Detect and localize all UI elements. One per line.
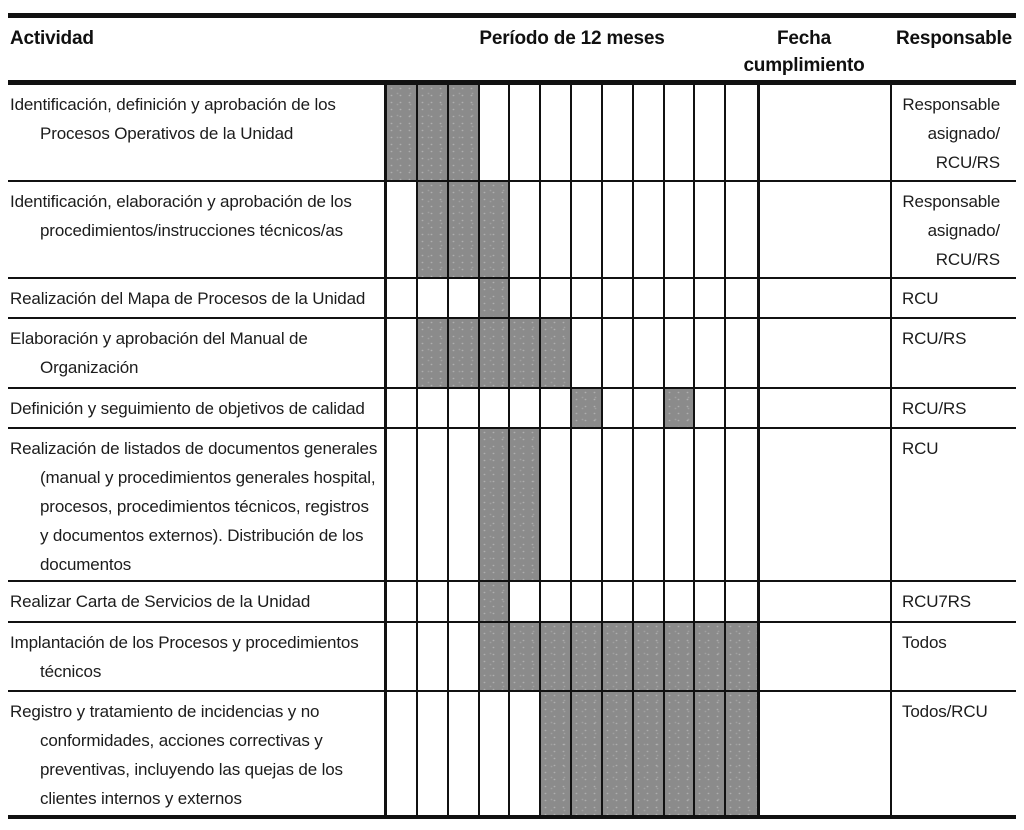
activity-cell: Definición y seguimiento de objetivos de calidad <box>10 399 365 418</box>
month-cell <box>572 279 603 317</box>
table-row <box>8 277 1016 317</box>
gantt-bar-cell <box>665 623 696 690</box>
gantt-bar-cell <box>387 85 418 180</box>
gantt-bar-cell <box>572 623 603 690</box>
month-cell <box>449 279 480 317</box>
month-cell <box>387 623 418 690</box>
month-cell <box>572 582 603 621</box>
month-cell <box>510 85 541 180</box>
month-cell <box>418 279 449 317</box>
responsable-cell: RCU7RS <box>902 592 972 611</box>
gantt-bar-cell <box>572 692 603 815</box>
month-cell <box>634 582 665 621</box>
month-cell <box>418 429 449 580</box>
gantt-schedule-table <box>8 13 1016 819</box>
month-cell <box>510 279 541 317</box>
gantt-month-cells <box>384 182 760 277</box>
gantt-month-cells <box>384 429 760 580</box>
gantt-bar-cell <box>634 692 665 815</box>
month-cell <box>572 85 603 180</box>
responsable-cell: RCU <box>902 289 939 308</box>
month-cell <box>387 389 418 427</box>
gantt-bar-cell <box>603 692 634 815</box>
month-cell <box>726 429 757 580</box>
table-row <box>8 580 1016 621</box>
month-cell <box>726 85 757 180</box>
gantt-bar-cell <box>418 85 449 180</box>
month-cell <box>387 182 418 277</box>
month-cell <box>695 182 726 277</box>
month-cell <box>541 582 572 621</box>
month-cell <box>603 182 634 277</box>
month-cell <box>726 389 757 427</box>
gantt-month-cells <box>384 85 760 180</box>
month-cell <box>510 389 541 427</box>
gantt-bar-cell <box>449 182 480 277</box>
month-cell <box>541 429 572 580</box>
activity-cell: Realizar Carta de Servicios de la Unidad <box>10 592 311 611</box>
responsable-cell: RCU/RS <box>902 329 967 348</box>
gantt-month-cells <box>384 279 760 317</box>
fecha-cumplimiento-cell <box>760 429 892 580</box>
month-cell <box>726 182 757 277</box>
activity-cell: Realización de listados de documentos generales (manual y procedimientos generales hospital, procesos, procedimientos técnicos, registros y documentos externos). Distribución de los documentos <box>10 439 378 574</box>
month-cell <box>418 623 449 690</box>
month-cell <box>541 279 572 317</box>
table-bottom-border <box>8 815 1016 819</box>
month-cell <box>634 85 665 180</box>
gantt-bar-cell <box>541 319 572 387</box>
month-cell <box>449 623 480 690</box>
fecha-cumplimiento-cell <box>760 389 892 427</box>
month-cell <box>418 582 449 621</box>
gantt-bar-cell <box>665 692 696 815</box>
month-cell <box>726 279 757 317</box>
fecha-cumplimiento-cell <box>760 279 892 317</box>
table-header-row <box>8 18 1016 80</box>
gantt-month-cells <box>384 623 760 690</box>
month-cell <box>665 279 696 317</box>
month-cell <box>726 319 757 387</box>
fecha-cumplimiento-cell <box>760 319 892 387</box>
month-cell <box>634 279 665 317</box>
column-header-periodo-12-meses: Período de 12 meses <box>479 28 665 49</box>
month-cell <box>665 429 696 580</box>
gantt-month-cells <box>384 389 760 427</box>
gantt-month-cells <box>384 319 760 387</box>
month-cell <box>510 692 541 815</box>
month-cell <box>541 182 572 277</box>
column-header-actividad: Actividad <box>10 28 94 49</box>
gantt-bar-cell <box>726 623 757 690</box>
activity-cell: Registro y tratamiento de incidencias y no conformidades, acciones correctivas y preventivas, incluyendo las quejas de los clientes internos y externos <box>10 702 343 808</box>
column-header-fecha-cumplimiento: Fecha cumplimiento <box>743 28 865 76</box>
month-cell <box>603 389 634 427</box>
month-cell <box>418 692 449 815</box>
responsable-cell: Todos <box>902 633 947 652</box>
gantt-bar-cell <box>695 623 726 690</box>
month-cell <box>387 279 418 317</box>
month-cell <box>449 692 480 815</box>
fecha-cumplimiento-cell <box>760 182 892 277</box>
gantt-bar-cell <box>541 692 572 815</box>
fecha-cumplimiento-cell <box>760 582 892 621</box>
table-row <box>8 85 1016 180</box>
gantt-bar-cell <box>480 623 511 690</box>
gantt-bar-cell <box>541 623 572 690</box>
month-cell <box>480 692 511 815</box>
month-cell <box>695 319 726 387</box>
responsable-cell: RCU/RS <box>902 399 967 418</box>
month-cell <box>603 582 634 621</box>
month-cell <box>603 319 634 387</box>
month-cell <box>510 182 541 277</box>
responsable-cell: Responsable asignado/ RCU/RS <box>902 95 1000 172</box>
month-cell <box>634 389 665 427</box>
gantt-bar-cell <box>480 582 511 621</box>
month-cell <box>387 319 418 387</box>
table-row <box>8 621 1016 690</box>
gantt-bar-cell <box>418 182 449 277</box>
activity-cell: Realización del Mapa de Procesos de la Unidad <box>10 289 366 308</box>
table-row <box>8 317 1016 387</box>
gantt-bar-cell <box>418 319 449 387</box>
month-cell <box>480 389 511 427</box>
month-cell <box>449 429 480 580</box>
month-cell <box>541 85 572 180</box>
month-cell <box>541 389 572 427</box>
month-cell <box>449 582 480 621</box>
column-header-responsable: Responsable <box>895 28 1012 49</box>
month-cell <box>572 319 603 387</box>
gantt-bar-cell <box>449 319 480 387</box>
month-cell <box>634 182 665 277</box>
month-cell <box>665 182 696 277</box>
activity-cell: Elaboración y aprobación del Manual de Organización <box>10 329 308 377</box>
month-cell <box>510 582 541 621</box>
table-row <box>8 387 1016 427</box>
month-cell <box>418 389 449 427</box>
responsable-cell: Responsable asignado/ RCU/RS <box>902 192 1000 269</box>
month-cell <box>572 429 603 580</box>
month-cell <box>695 582 726 621</box>
gantt-bar-cell <box>480 429 511 580</box>
gantt-bar-cell <box>480 182 511 277</box>
gantt-bar-cell <box>480 279 511 317</box>
gantt-bar-cell <box>510 623 541 690</box>
activity-cell: Identificación, definición y aprobación de los Procesos Operativos de la Unidad <box>10 95 336 143</box>
month-cell <box>387 582 418 621</box>
month-cell <box>665 319 696 387</box>
month-cell <box>480 85 511 180</box>
month-cell <box>603 279 634 317</box>
gantt-bar-cell <box>695 692 726 815</box>
month-cell <box>387 692 418 815</box>
activity-cell: Implantación de los Procesos y procedimientos técnicos <box>10 633 359 681</box>
month-cell <box>726 582 757 621</box>
table-row <box>8 180 1016 277</box>
gantt-month-cells <box>384 582 760 621</box>
month-cell <box>665 582 696 621</box>
month-cell <box>603 85 634 180</box>
gantt-bar-cell <box>634 623 665 690</box>
gantt-bar-cell <box>510 319 541 387</box>
activity-cell: Identificación, elaboración y aprobación de los procedimientos/instrucciones técnicos/as <box>10 192 352 240</box>
gantt-bar-cell <box>480 319 511 387</box>
gantt-bar-cell <box>572 389 603 427</box>
fecha-cumplimiento-cell <box>760 85 892 180</box>
table-body <box>8 85 1016 815</box>
month-cell <box>387 429 418 580</box>
gantt-bar-cell <box>665 389 696 427</box>
month-cell <box>634 429 665 580</box>
month-cell <box>603 429 634 580</box>
month-cell <box>695 389 726 427</box>
responsable-cell: Todos/RCU <box>902 702 988 721</box>
month-cell <box>572 182 603 277</box>
month-cell <box>634 319 665 387</box>
responsable-cell: RCU <box>902 439 939 458</box>
gantt-bar-cell <box>449 85 480 180</box>
gantt-month-cells <box>384 692 760 815</box>
month-cell <box>695 85 726 180</box>
month-cell <box>449 389 480 427</box>
table-row <box>8 690 1016 815</box>
gantt-bar-cell <box>510 429 541 580</box>
gantt-bar-cell <box>603 623 634 690</box>
month-cell <box>695 279 726 317</box>
table-row <box>8 427 1016 580</box>
month-cell <box>665 85 696 180</box>
gantt-bar-cell <box>726 692 757 815</box>
fecha-cumplimiento-cell <box>760 692 892 815</box>
fecha-cumplimiento-cell <box>760 623 892 690</box>
month-cell <box>695 429 726 580</box>
